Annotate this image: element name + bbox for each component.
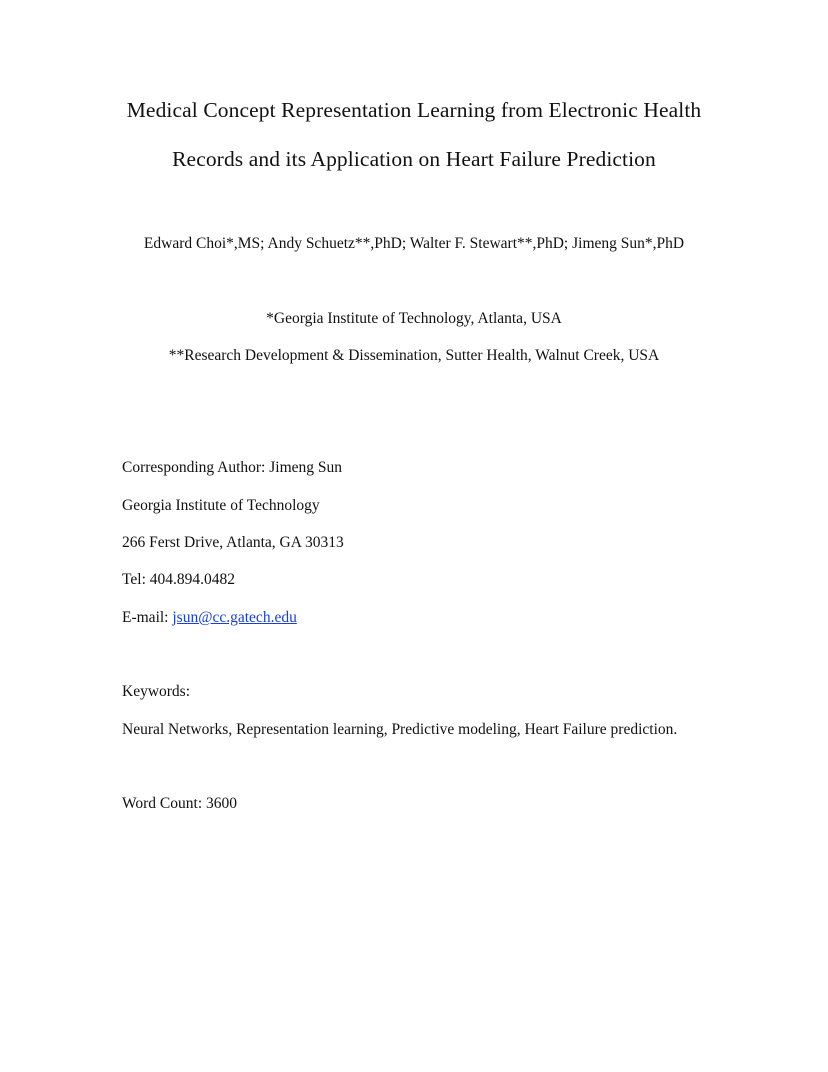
affiliation-sutter-health: **Research Development & Dissemination, Sutter Health, Walnut Creek, USA [168,347,660,364]
affiliation-georgia-tech: *Georgia Institute of Technology, Atlanta, USA [266,310,562,327]
corresponding-institution: Georgia Institute of Technology [122,497,320,514]
paper-title-line-1: Medical Concept Representation Learning from Electronic Health [126,98,702,122]
email-link[interactable]: jsun@cc.gatech.edu [172,609,297,626]
corresponding-address: 266 Ferst Drive, Atlanta, GA 30313 [122,534,344,551]
keywords-list: Neural Networks, Representation learning, Predictive modeling, Heart Failure prediction. [122,721,678,738]
keywords-label: Keywords: [122,683,191,700]
word-count: Word Count: 3600 [122,795,238,812]
author-list: Edward Choi*,MS; Andy Schuetz**,PhD; Walter F. Stewart**,PhD; Jimeng Sun*,PhD [143,235,685,252]
paper-title-line-2: Records and its Application on Heart Failure Prediction [172,147,656,171]
corresponding-email [122,609,297,627]
email-label: E-mail: [122,609,173,626]
corresponding-author: Corresponding Author: Jimeng Sun [122,459,343,476]
corresponding-telephone: Tel: 404.894.0482 [122,571,236,588]
